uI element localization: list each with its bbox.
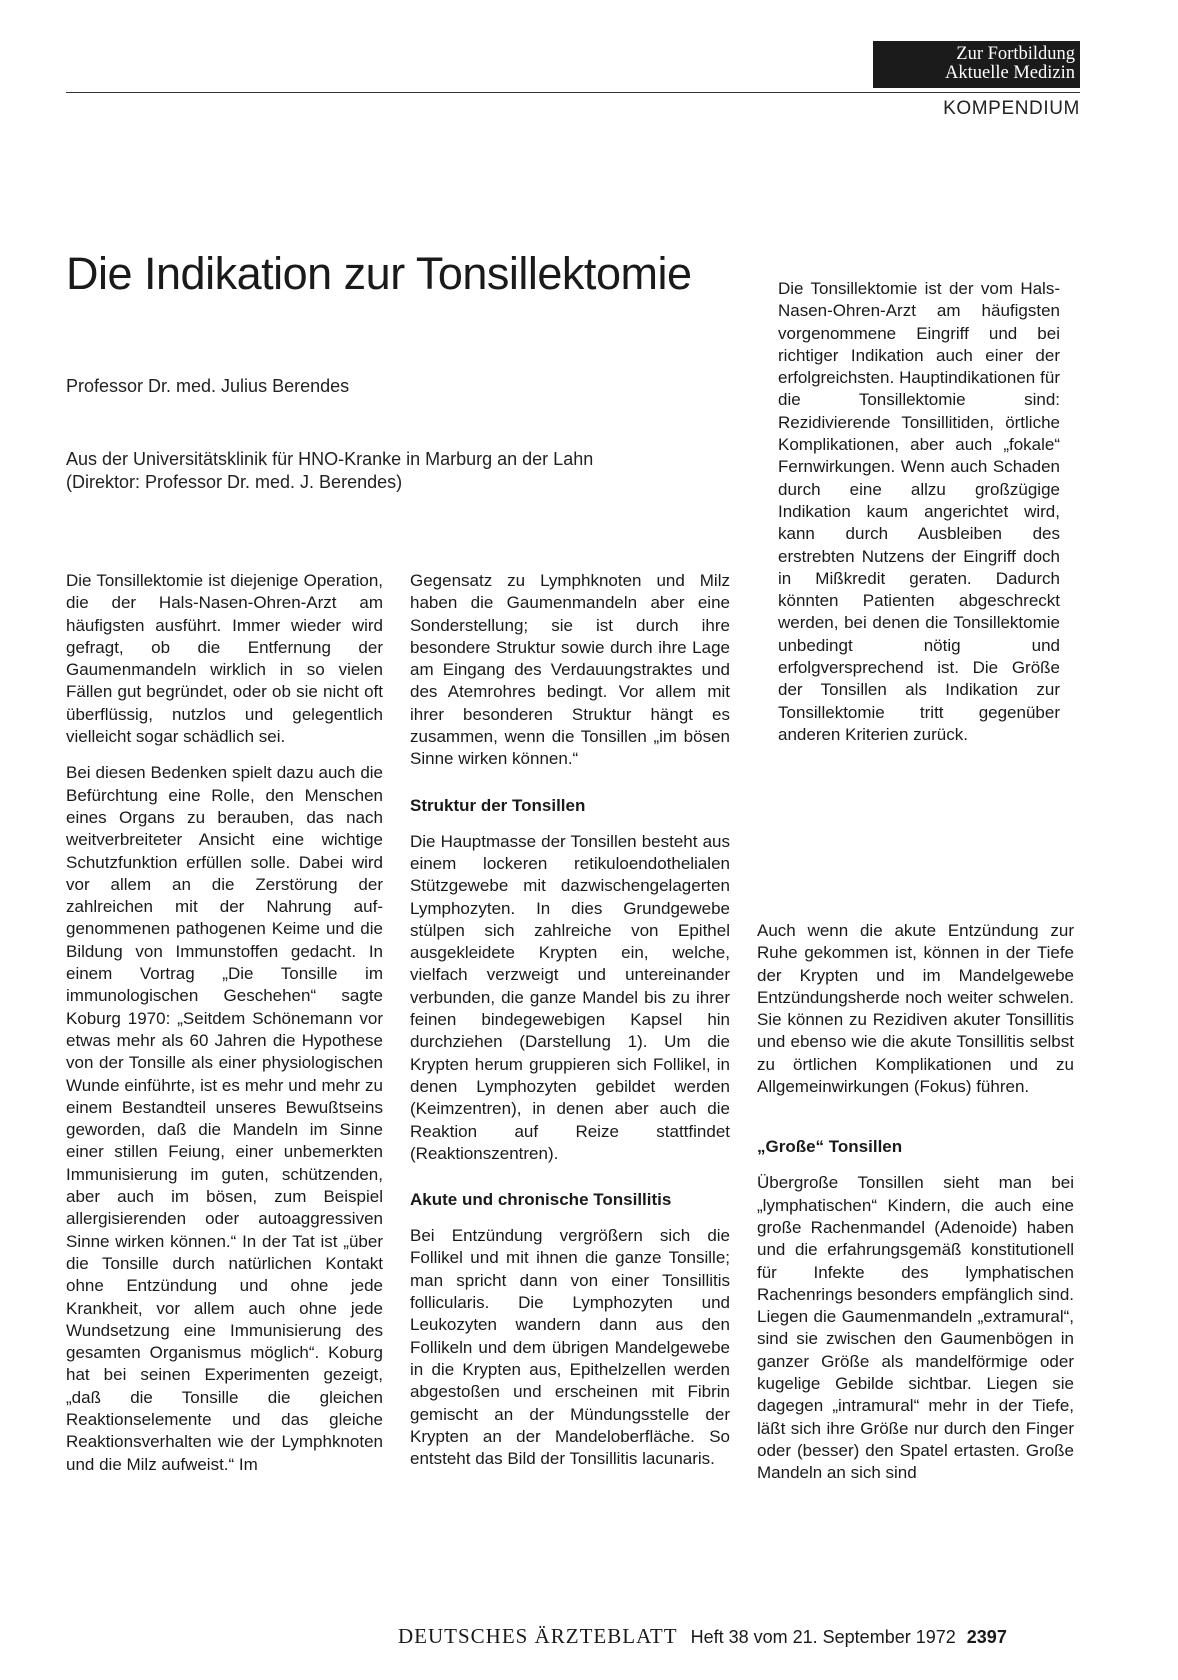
- section-heading-large-tonsils: „Große“ Tonsillen: [757, 1137, 903, 1157]
- article-title: Die Indikation zur Tonsillektomie: [66, 248, 692, 299]
- journal-name: DEUTSCHES ÄRZTEBLATT: [398, 1624, 678, 1648]
- abstract-paragraph: Die Tonsillektomie ist der vom Hals-Nasen-Ohren-Arzt am häufigsten vorgenommene Eingriff und bei richtiger Indikation auch einer der erfolgreichsten. Hauptindikationen für die Tonsillektomie sind: Rezidivierende Tonsillitiden, örtliche Komplikationen, aber auch „fokale“ Fernwirkungen. Wenn auch Schaden durch eine allzu großzügige Indikation kaum angerichtet wird, kann durch Ausbleiben des erstrebten Nutzens der Eingriff doch in Mißkredit geraten. Dadurch könnten Patienten abgeschreckt werden, bei denen die Tonsillektomie unbedingt nötig und erfolgversprechend ist. Die Größe der Tonsillen als Indikation zur Tonsillektomie tritt gegenüber anderen Kriterien zurück.: [778, 279, 1060, 744]
- series-badge: [873, 41, 1080, 88]
- section-heading-tonsillitis: Akute und chronische Tonsillitis: [410, 1190, 672, 1210]
- affiliation-line-2: (Direktor: Professor Dr. med. J. Berendes): [66, 472, 403, 492]
- body-paragraph-5: Bei Entzündung vergrößern sich die Follikel und mit ihnen die ganze Tonsille; man spricht dann von einer Tonsillitis follicularis. Die Lymphozyten und Leukozyten wandern dann aus den Follikeln und dem übrigen Mandelgewebe in die Krypten aus, Epithelzellen werden abgestoßen und erscheinen mit Fibrin gemischt an der Mündungsstelle der Krypten an der Mandeloberfläche. So entsteht das Bild der Tonsillitis lacunaris.: [410, 1226, 730, 1469]
- page-footer: [398, 1624, 1007, 1649]
- badge-line-2: Aktuelle Medizin: [945, 63, 1075, 83]
- section-label: KOMPENDIUM: [943, 98, 1080, 119]
- body-paragraph-7: Übergroße Tonsillen sieht man bei „lymphatischen“ Kindern, die auch eine große Rachenmandel (Adenoide) haben und die erfahrungsgemäß konstitutionell für Infekte des lymphatischen Rachenrings besonders empfänglich sind. Liegen die Gaumenmandeln „extramural“, sind sie zwischen den Gaumenbögen in ganzer Größe als mandelförmige oder kugelige Gebilde sichtbar. Liegen sie dagegen „intramural“ mehr in der Tiefe, läßt sich ihre Größe nur durch den Finger oder (besser) den Spatel ertasten. Große Mandeln an sich sind: [757, 1173, 1074, 1483]
- header-rule: [66, 92, 1080, 93]
- body-paragraph-3: Gegensatz zu Lymphknoten und Milz haben die Gaumenmandeln aber eine Sonderstellung; sie ist durch ihre besondere Struktur sowie durch ihre Lage am Eingang des Verdauungstraktes und des Atemrohres bedingt. Vor allem mit ihrer besonderen Struktur hängt es zusammen, wenn die Tonsillen „im bösen Sinne wirken können.“: [410, 571, 730, 769]
- body-column-1: [66, 570, 383, 1476]
- author: Professor Dr. med. Julius Berendes: [66, 376, 350, 396]
- issue-info: Heft 38 vom 21. September 1972: [690, 1627, 956, 1647]
- body-column-2: [410, 570, 730, 1470]
- body-paragraph-6: Auch wenn die akute Entzündung zur Ruhe gekommen ist, können in der Tiefe der Krypten und im Mandelgewebe Entzündungsherde noch weiter schwelen. Sie können zu Rezidiven akuter Tonsillitis und ebenso wie die akute Tonsillitis selbst zu örtlichen Komplikationen und zu Allgemeinwirkungen (Fokus) führen.: [757, 921, 1074, 1097]
- body-column-3: [757, 920, 1074, 1485]
- body-paragraph-2: Bei diesen Bedenken spielt dazu auch die Befürchtung eine Rolle, den Menschen eines Organs zu berauben, das nach weitverbreiteter Ansicht eine wichtige Schutzfunktion erfüllen solle. Dabei wird vor allem an die Zerstörung der zahlreichen mit der Nahrung aufgenommenen pathogenen Keime und die Bildung von Immunstoffen gedacht. In einem Vortrag „Die Tonsille im immunologischen Geschehen“ sagte Koburg 1970: „Seitdem Schönemann vor etwas mehr als 60 Jahren die Hypothese von der Tonsille als einer physiologischen Wunde einführte, ist es mehr und mehr zu einem Bestandteil unseres Bewußtseins geworden, daß die Mandeln im Sinne einer stillen Feiung, einer unbemerkten Immunisierung im guten, schützenden, aber auch im bösen, zum Beispiel allergisierenden oder autoaggressiven Sinne wirken können.“ In der Tat ist „über die Tonsille durch natürlichen Kontakt ohne Entzündung und ohne jede Krankheit, vor allem auch ohne jede Wundsetzung eine Immunisierung des gesamten Organismus möglich“. Koburg hat bei seinen Experimenten gezeigt, „daß die Tonsille die gleichen Reaktionselemente und das gleiche Reaktionsverhalten wie der Lymphknoten und die Milz aufweist.“ Im: [66, 763, 383, 1474]
- abstract-column: [778, 278, 1060, 746]
- body-paragraph-1: Die Tonsillektomie ist diejenige Operation, die der Hals-Nasen-Ohren-Arzt am häufigsten ausführt. Immer wieder wird gefragt, ob die Entfernung der Gaumenmandeln wirklich in so vielen Fällen gut begründet, oder ob sie nicht oft überflüssig, nutzlos und gelegentlich vielleicht sogar schädlich sei.: [66, 571, 383, 747]
- affiliation-line-1: Aus der Universitätsklinik für HNO-Kranke in Marburg an der Lahn: [66, 449, 594, 469]
- affiliation: [66, 448, 706, 494]
- body-paragraph-4: Die Hauptmasse der Tonsillen besteht aus einem lockeren retikuloendothelialen Stützgewebe mit dazwischengelagerten Lymphozyten. In dies Grundgewebe stülpen sich zahlreiche von Epithel ausgekleidete Krypten ein, welche, vielfach verzweigt und untereinander verbunden, die ganze Mandel bis zu ihrer feinen bindegewebigen Kapsel hin durchziehen (Darstellung 1). Um die Krypten herum gruppieren sich Follikel, in denen Lymphozyten gebildet werden (Keimzentren), in denen aber auch die Reaktion auf Reize stattfindet (Reaktionszentren).: [410, 831, 730, 1163]
- badge-line-1: Zur Fortbildung: [956, 44, 1075, 64]
- page-number: 2397: [966, 1627, 1007, 1647]
- section-heading-structure: Struktur der Tonsillen: [410, 795, 586, 815]
